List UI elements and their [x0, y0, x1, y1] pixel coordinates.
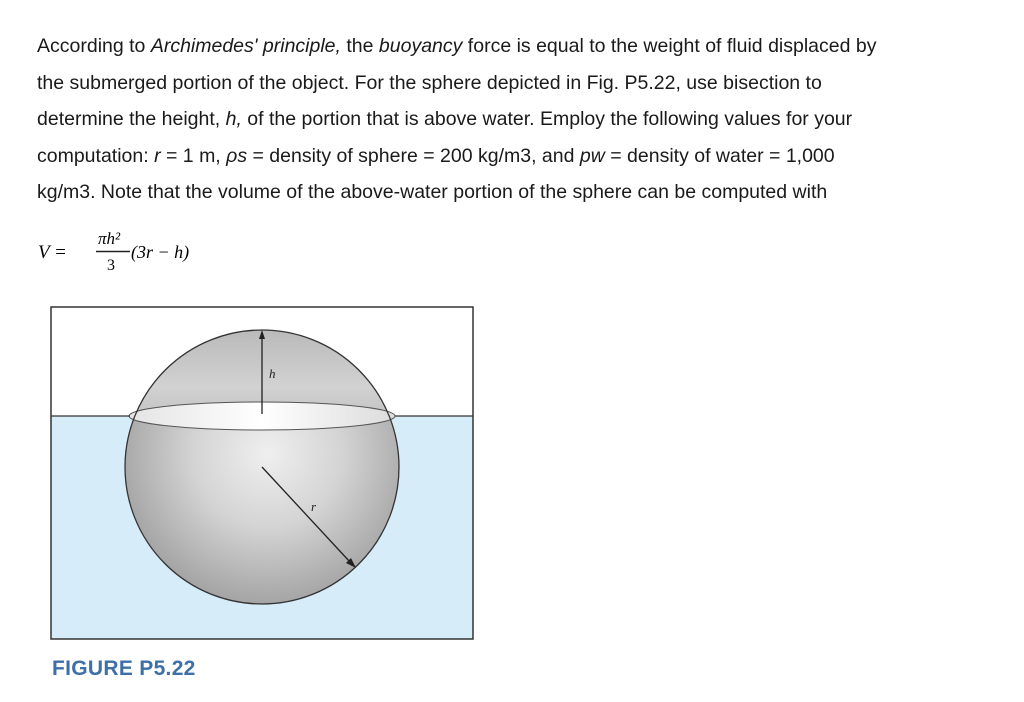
- radius-label: r: [311, 499, 317, 514]
- sphere-figure: [50, 306, 474, 640]
- volume-formula-svg: [38, 222, 238, 282]
- text-segment: determine the height,: [37, 108, 226, 131]
- text-segment: = density of water = 1,000: [604, 144, 835, 167]
- text-segment: computation:: [37, 144, 155, 167]
- formula-denominator: 3: [107, 257, 115, 274]
- text-segment: = 1 m,: [160, 144, 227, 167]
- height-label: h: [269, 366, 276, 381]
- buoyancy-term: buoyancy: [378, 35, 463, 57]
- sphere-density-variable: ρs: [226, 144, 248, 167]
- volume-formula: [38, 222, 238, 282]
- formula-factor: (3r − h): [131, 242, 190, 262]
- archimedes-principle-term: Archimedes' principle,: [150, 35, 341, 57]
- radius-variable: r: [154, 144, 161, 167]
- problem-line-3: [37, 101, 1012, 138]
- water-density-variable: pw: [579, 144, 605, 167]
- formula-lhs: V =: [38, 242, 67, 263]
- problem-line-4: [37, 138, 1012, 175]
- problem-statement: [37, 28, 1012, 211]
- problem-line-2: the submerged portion of the object. For the sphere depicted in Fig. P5.22, use bisection to: [37, 71, 822, 94]
- text-segment: of the portion that is above water. Employ the following values for your: [241, 108, 853, 131]
- text-segment: According to: [37, 35, 151, 57]
- sphere-diagram: [50, 306, 474, 640]
- problem-line-5: kg/m3. Note that the volume of the above-water portion of the sphere can be computed with: [37, 181, 828, 204]
- text-segment: the: [340, 35, 379, 57]
- figure-caption: FIGURE P5.22: [52, 657, 196, 680]
- text-segment: force is equal to the weight of fluid displaced by: [462, 35, 877, 57]
- text-segment: = density of sphere = 200 kg/m3, and: [247, 144, 580, 167]
- formula-numerator: πh²: [98, 229, 121, 248]
- problem-line-1: [37, 28, 1012, 65]
- height-variable: h,: [225, 108, 242, 131]
